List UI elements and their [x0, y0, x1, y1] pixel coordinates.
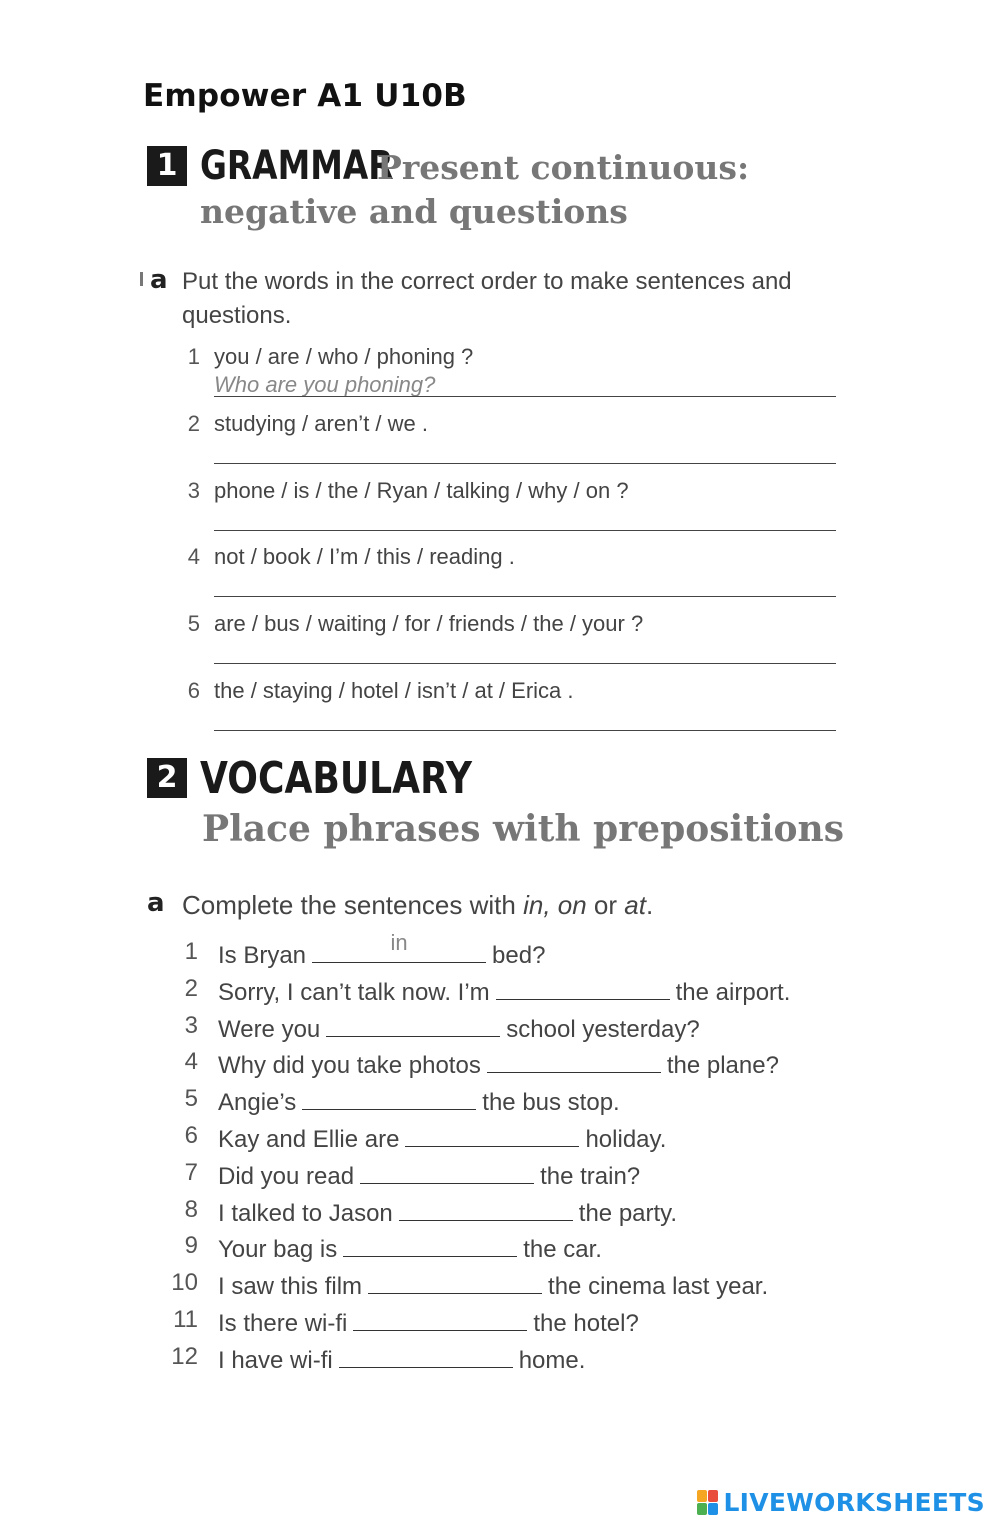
vocabulary-item	[168, 1159, 848, 1191]
grammar-subtitle-line1: Present continuous:	[377, 148, 750, 187]
answer-blank[interactable]	[405, 1122, 579, 1147]
vocabulary-item	[168, 1012, 848, 1044]
sentence-end: the cinema last year.	[548, 1273, 769, 1301]
answer-blank[interactable]	[302, 1085, 476, 1110]
answer-field[interactable]	[214, 463, 836, 464]
item-number: 1	[184, 938, 198, 965]
grammar-item	[178, 678, 838, 734]
sentence-start: I talked to Jason	[218, 1199, 393, 1227]
sentence-start: Why did you take photos	[218, 1052, 481, 1080]
sentence-start: Is Bryan	[218, 942, 307, 969]
sentence-end: the party.	[578, 1199, 678, 1227]
document-title: Empower A1 U10B	[143, 78, 468, 114]
vocabulary-item	[168, 1196, 848, 1228]
sentence-start: Kay and Ellie are	[218, 1126, 400, 1153]
vocabulary-item	[168, 1269, 848, 1301]
instruction-in: in,	[523, 890, 551, 920]
grammar-item	[178, 344, 838, 400]
item-number: 9	[184, 1232, 198, 1260]
grammar-subtitle-line2: negative and questions	[200, 192, 628, 231]
vocabulary-exercise-letter: a	[147, 888, 165, 918]
instruction-on: on	[557, 890, 587, 920]
sentence-start: Sorry, I can’t talk now. I’m	[218, 978, 490, 1006]
grammar-instruction: Put the words in the correct order to make sentences and questions.	[182, 268, 792, 329]
answer-blank[interactable]	[326, 1012, 500, 1037]
grammar-item	[178, 411, 838, 467]
vocabulary-item	[168, 930, 848, 970]
item-words: you / are / who / phoning ?	[214, 344, 474, 369]
cropped-margin-mark	[140, 272, 143, 286]
answer-field[interactable]	[214, 596, 836, 597]
answer-blank[interactable]	[487, 1048, 661, 1073]
grammar-item	[178, 611, 838, 667]
item-number: 4	[184, 1048, 198, 1076]
item-number: 6	[187, 678, 200, 703]
grammar-section-number: 1	[147, 146, 187, 186]
sentence-end: bed?	[492, 942, 546, 969]
vocabulary-instruction	[182, 888, 653, 922]
item-number: 10	[171, 1269, 198, 1297]
item-number: 11	[173, 1306, 198, 1333]
answer-field[interactable]	[214, 730, 836, 731]
item-number: 12	[171, 1342, 198, 1370]
answer-blank[interactable]	[339, 1343, 513, 1368]
instruction-end: .	[645, 890, 654, 920]
vocabulary-item	[168, 1048, 848, 1080]
grammar-item	[178, 544, 838, 600]
item-number: 5	[184, 1085, 198, 1113]
vocabulary-section-number: 2	[147, 758, 187, 798]
answer-field[interactable]	[214, 396, 836, 397]
item-number: 4	[187, 544, 200, 569]
item-words: studying / aren’t / we .	[214, 411, 428, 436]
item-number: 5	[187, 611, 200, 636]
answer-text: Who are you phoning?	[214, 372, 436, 397]
item-words: the / staying / hotel / isn’t / at / Erica .	[214, 678, 574, 703]
item-number: 3	[184, 1011, 198, 1039]
sentence-end: the train?	[540, 1162, 641, 1190]
item-number: 3	[187, 478, 200, 503]
item-number: 7	[184, 1158, 198, 1186]
sentence-end: school yesterday?	[506, 1015, 700, 1043]
answer-blank[interactable]	[360, 1159, 534, 1184]
vocabulary-item	[168, 975, 848, 1007]
answer-blank[interactable]	[353, 1306, 527, 1331]
sentence-end: home.	[518, 1346, 586, 1374]
answer-text: in	[390, 930, 408, 955]
answer-blank[interactable]	[496, 975, 670, 1000]
liveworksheets-badge[interactable]	[697, 1488, 985, 1517]
sentence-start: I have wi-fi	[218, 1346, 333, 1374]
vocabulary-item	[168, 1343, 848, 1375]
item-number: 1	[187, 344, 200, 369]
item-words: phone / is / the / Ryan / talking / why / on ?	[214, 478, 629, 503]
sentence-end: the car.	[523, 1236, 602, 1264]
sentence-start: I saw this film	[218, 1273, 363, 1301]
sentence-end: the hotel?	[533, 1310, 639, 1337]
answer-blank[interactable]	[343, 1232, 517, 1257]
vocabulary-heading: VOCABULARY	[200, 753, 473, 804]
grammar-item	[178, 478, 838, 534]
grammar-exercise-letter: a	[150, 265, 168, 295]
vocabulary-subtitle: Place phrases with prepositions	[202, 808, 844, 850]
instruction-or: or	[586, 890, 625, 920]
sentence-start: Is there wi-fi	[218, 1310, 348, 1337]
sentence-start: Angie’s	[218, 1089, 297, 1117]
liveworksheets-label: LIVEWORKSHEETS	[723, 1488, 985, 1517]
vocabulary-item	[168, 1232, 848, 1264]
item-number: 8	[184, 1195, 198, 1223]
sentence-start: Were you	[218, 1015, 321, 1043]
answer-field[interactable]	[214, 663, 836, 664]
answer-blank[interactable]	[312, 930, 486, 963]
answer-blank[interactable]	[399, 1196, 573, 1221]
sentence-end: holiday.	[585, 1126, 667, 1153]
item-number: 2	[184, 974, 198, 1002]
instruction-text: Complete the sentences with	[182, 890, 524, 920]
answer-field[interactable]	[214, 530, 836, 531]
sentence-start: Did you read	[218, 1162, 355, 1190]
vocabulary-item	[168, 1085, 848, 1117]
grammar-heading: GRAMMAR	[200, 143, 394, 189]
item-number: 2	[187, 411, 200, 436]
sentence-end: the bus stop.	[482, 1089, 620, 1117]
item-words: are / bus / waiting / for / friends / the / your ?	[214, 611, 644, 636]
vocabulary-item	[168, 1306, 848, 1338]
sentence-end: the plane?	[666, 1052, 779, 1080]
answer-blank[interactable]	[368, 1269, 542, 1294]
item-number: 6	[184, 1122, 198, 1149]
liveworksheets-logo-icon	[697, 1490, 719, 1516]
sentence-end: the airport.	[675, 978, 791, 1006]
instruction-at: at	[624, 890, 646, 920]
vocabulary-item	[168, 1122, 848, 1154]
sentence-start: Your bag is	[218, 1236, 338, 1264]
item-words: not / book / I’m / this / reading .	[214, 544, 515, 569]
